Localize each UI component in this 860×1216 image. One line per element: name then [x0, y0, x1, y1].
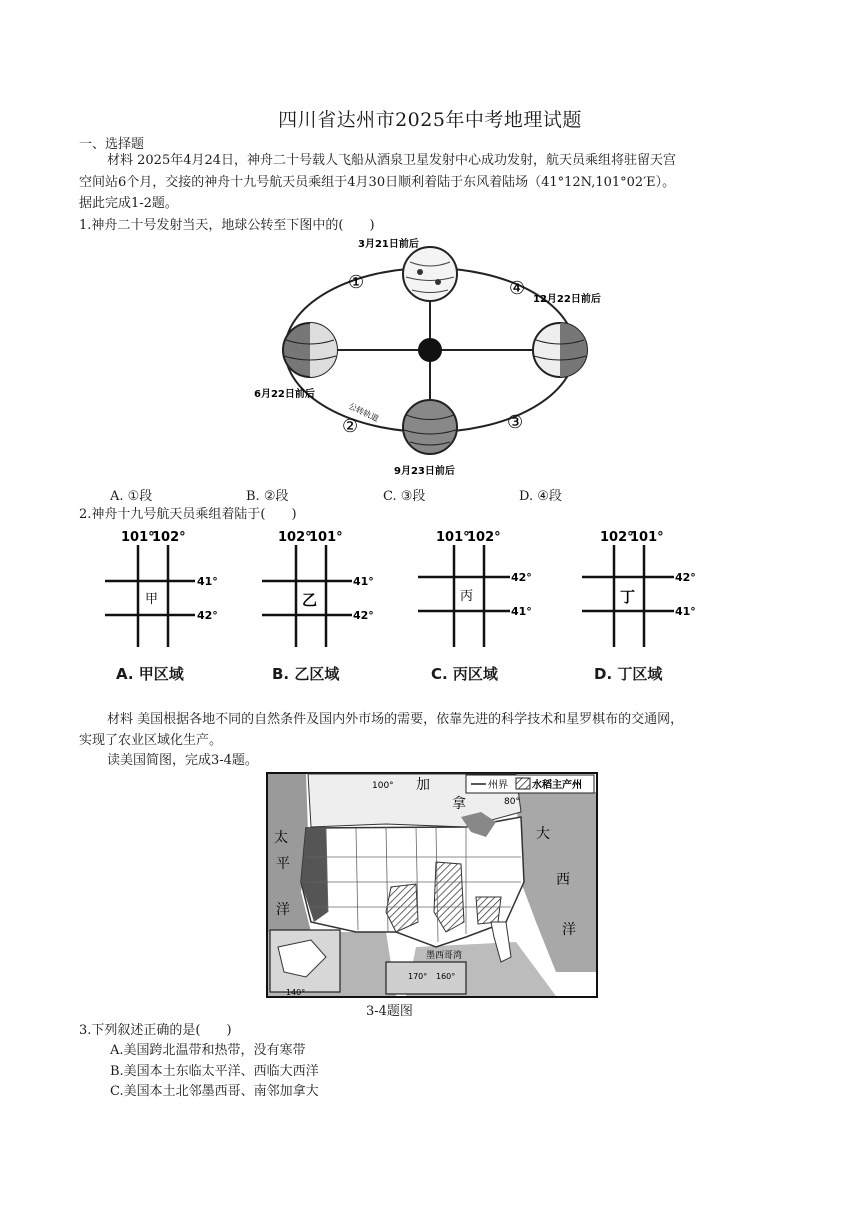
earth-dec22 — [533, 323, 587, 377]
question-1: 1.神舟二十号发射当天，地球公转至下图中的( ) — [79, 218, 375, 233]
grid-b-lat-top: 41° — [353, 575, 374, 588]
label-mar21: 3月21日前后 — [358, 239, 419, 250]
label-bottom-lon: 140° — [286, 988, 306, 997]
label-inset-lon2: 160° — [436, 972, 456, 981]
orbit-diagram — [254, 232, 610, 482]
label-canada-2: 拿 — [452, 796, 466, 812]
label-atlantic-1: 大 — [536, 826, 550, 842]
segment-4: ④ — [509, 278, 526, 299]
grid-c-lat-top: 42° — [511, 571, 532, 584]
q3-option-b: B.美国本土东临太平洋、西临大西洋 — [110, 1064, 319, 1079]
label-pacific-2: 平 — [276, 856, 290, 872]
material2-line2: 实现了农业区域化生产。 — [79, 733, 223, 748]
grid-b-lat-bottom: 42° — [353, 609, 374, 622]
grid-d-cell: 丁 — [620, 588, 636, 606]
sun — [418, 338, 442, 362]
material1-line2: 空间站6个月，交接的神舟十九号航天员乘组于4月30日顺利着陆于东风着陆场（41°12N,101°02′E）。 — [79, 175, 676, 190]
label-gulf: 墨西哥湾 — [426, 951, 463, 961]
label-dec22: 12月22日前后 — [533, 294, 601, 305]
label-orbit: 公转轨道 — [347, 401, 380, 424]
grid-c-top-right: 102° — [467, 530, 501, 545]
grid-d-lat-bottom: 41° — [675, 605, 696, 618]
grid-d-top-right: 101° — [630, 530, 664, 545]
grid-options — [100, 527, 760, 687]
grid-a-lat-bottom: 42° — [197, 609, 218, 622]
page-title: 四川省达州市2025年中考地理试题 — [278, 109, 582, 131]
segment-2: ② — [342, 416, 359, 437]
grid-b-caption: B. 乙区域 — [272, 665, 340, 683]
grid-a-lat-top: 41° — [197, 575, 218, 588]
material1-line3: 据此完成1-2题。 — [79, 196, 178, 211]
q3-option-c: C.美国本土北邻墨西哥、南邻加拿大 — [110, 1084, 319, 1099]
grid-b-cell: 乙 — [302, 591, 318, 609]
grid-a-cell: 甲 — [145, 592, 159, 607]
label-pacific-1: 太 — [274, 830, 288, 846]
label-jun22: 6月22日前后 — [254, 389, 315, 400]
earth-jun22 — [283, 323, 337, 377]
grid-b-top-left: 102° — [278, 530, 312, 545]
rice-state-southeast — [476, 897, 501, 924]
grid-c — [418, 527, 543, 657]
usa-map — [266, 772, 598, 998]
grid-c-top-left: 101° — [436, 530, 470, 545]
map-caption: 3-4题图 — [366, 1004, 413, 1019]
question-3: 3.下列叙述正确的是( ) — [79, 1023, 232, 1038]
label-atlantic-3: 洋 — [562, 922, 576, 938]
grid-c-lat-bottom: 41° — [511, 605, 532, 618]
label-atlantic-2: 西 — [556, 872, 570, 888]
segment-1: ① — [348, 272, 365, 293]
material2-line1: 材料 美国根据各地不同的自然条件及国内外市场的需要，依靠先进的科学技术和星罗棋布的交通网， — [107, 712, 684, 727]
earth-sep23 — [403, 400, 457, 454]
grid-b — [260, 527, 385, 657]
label-inset-lon: 170° — [408, 972, 428, 981]
label-lon80: 80° — [504, 797, 520, 807]
legend-rice: 水稻主产州 — [532, 780, 582, 791]
grid-d — [578, 527, 708, 657]
q1-option-b: B. ②段 — [246, 489, 289, 504]
question-2: 2.神舟十九号航天员乘组着陆于( ) — [79, 507, 297, 522]
label-lon100: 100° — [372, 781, 394, 791]
earth-mar21 — [403, 247, 457, 301]
section-heading: 一、选择题 — [79, 137, 145, 152]
grid-d-top-left: 102° — [600, 530, 634, 545]
grid-c-cell: 丙 — [460, 589, 474, 604]
grid-d-caption: D. 丁区域 — [594, 665, 663, 683]
grid-d-lat-top: 42° — [675, 571, 696, 584]
q3-option-a: A.美国跨北温带和热带，没有寒带 — [110, 1043, 306, 1058]
legend-state-border: 州界 — [488, 780, 508, 791]
label-canada: 加 — [416, 777, 430, 793]
material1-line1: 材料 2025年4月24日，神舟二十号载人飞船从酒泉卫星发射中心成功发射，航天员乘组将驻留天宫 — [107, 153, 677, 168]
q1-option-d: D. ④段 — [519, 489, 562, 504]
q1-option-c: C. ③段 — [383, 489, 426, 504]
grid-a — [100, 527, 225, 657]
grid-a-top-right: 102° — [152, 530, 186, 545]
label-sep23: 9月23日前后 — [394, 466, 455, 477]
segment-3: ③ — [507, 412, 524, 433]
grid-c-caption: C. 丙区域 — [431, 665, 498, 683]
label-pacific-3: 洋 — [276, 902, 290, 918]
material2-line3: 读美国简图，完成3-4题。 — [107, 753, 258, 768]
grid-a-caption: A. 甲区域 — [116, 665, 184, 683]
grid-a-top-left: 101° — [121, 530, 155, 545]
q1-option-a: A. ①段 — [110, 489, 153, 504]
grid-b-top-right: 101° — [309, 530, 343, 545]
